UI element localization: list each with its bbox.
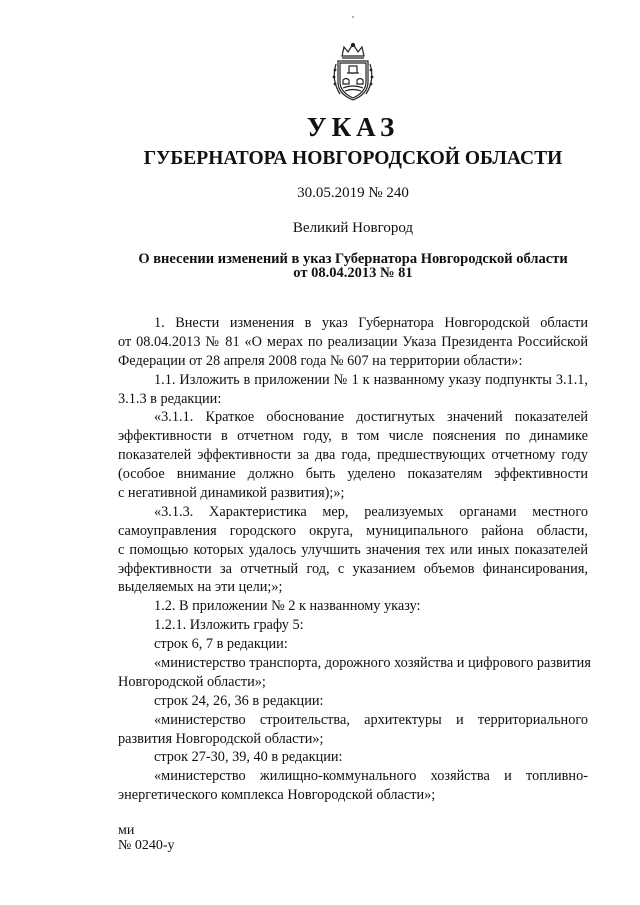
body-line: 1.2.1. Изложить графу 5: — [154, 617, 304, 634]
body-line: 1.1. Изложить в приложении № 1 к названному указу подпункты 3.1.1, — [154, 371, 588, 388]
subject-heading — [0, 252, 640, 280]
body-line: эффективности за отчетный год, с указанием объемов финансирования, — [118, 560, 588, 577]
footer-doc-code: № 0240-у — [118, 838, 175, 853]
city: Великий Новгород — [292, 220, 414, 236]
body-line: показателей эффективности за два года, предшествующих отчетному году — [118, 447, 588, 464]
body-line: 1.2. В приложении № 2 к названному указу: — [154, 598, 421, 615]
body-line: Новгородской области»; — [118, 673, 266, 690]
body-line: с помощью которых удалось улучшить значения тех или иных показателей — [118, 541, 588, 558]
body-line: с негативной динамикой развития);»; — [118, 485, 345, 502]
body-line: 3.1.3 в редакции: — [118, 390, 222, 407]
coat-of-arms-icon — [328, 42, 378, 104]
body-line: «министерство строительства, архитектуры и территориального — [154, 711, 588, 728]
body-line: самоуправления городского округа, муниципального района области, — [118, 522, 588, 539]
body-line: «министерство жилищно-коммунального хозяйства и топливно- — [154, 768, 588, 785]
footer — [118, 823, 175, 853]
date-number: 30.05.2019 № 240 — [297, 185, 409, 201]
body-line: «министерство транспорта, дорожного хозяйства и цифрового развития — [154, 655, 591, 672]
body-line: Федерации от 28 апреля 2008 года № 607 на территории области»: — [118, 352, 523, 369]
issuer-title: ГУБЕРНАТОРА НОВГОРОДСКОЙ ОБЛАСТИ — [143, 148, 563, 169]
body-line: (особое внимание должно быть уделено показателям эффективности — [118, 466, 588, 483]
body-line: строк 24, 26, 36 в редакции: — [154, 692, 324, 709]
body-line: строк 6, 7 в редакции: — [154, 636, 288, 653]
body-line: энергетического комплекса Новгородской области»; — [118, 787, 436, 804]
body-line: эффективности в отчетном году, в том числе пояснения по динамике — [118, 428, 588, 445]
document-body — [118, 314, 591, 805]
subject-heading-line-2: от 08.04.2013 № 81 — [293, 265, 413, 281]
body-line: «3.1.1. Краткое обоснование достигнутых значений показателей — [154, 409, 588, 426]
subject-heading-line-1: О внесении изменений в указ Губернатора Новгородской области — [138, 251, 568, 267]
body-line: строк 27-30, 39, 40 в редакции: — [154, 749, 343, 766]
body-line: выделяемых на эти цели;»; — [118, 579, 283, 596]
body-line: развития Новгородской области»; — [118, 730, 324, 747]
body-line: от 08.04.2013 № 81 «О мерах по реализации Указа Президента Российской — [118, 333, 588, 350]
body-line: «3.1.3. Характеристика мер, реализуемых органами местного — [154, 503, 588, 520]
document-type-title: УКАЗ — [306, 112, 400, 142]
scan-dot — [352, 16, 354, 18]
footer-initials: ми — [118, 823, 135, 838]
body-line: 1. Внести изменения в указ Губернатора Новгородской области — [154, 315, 588, 331]
